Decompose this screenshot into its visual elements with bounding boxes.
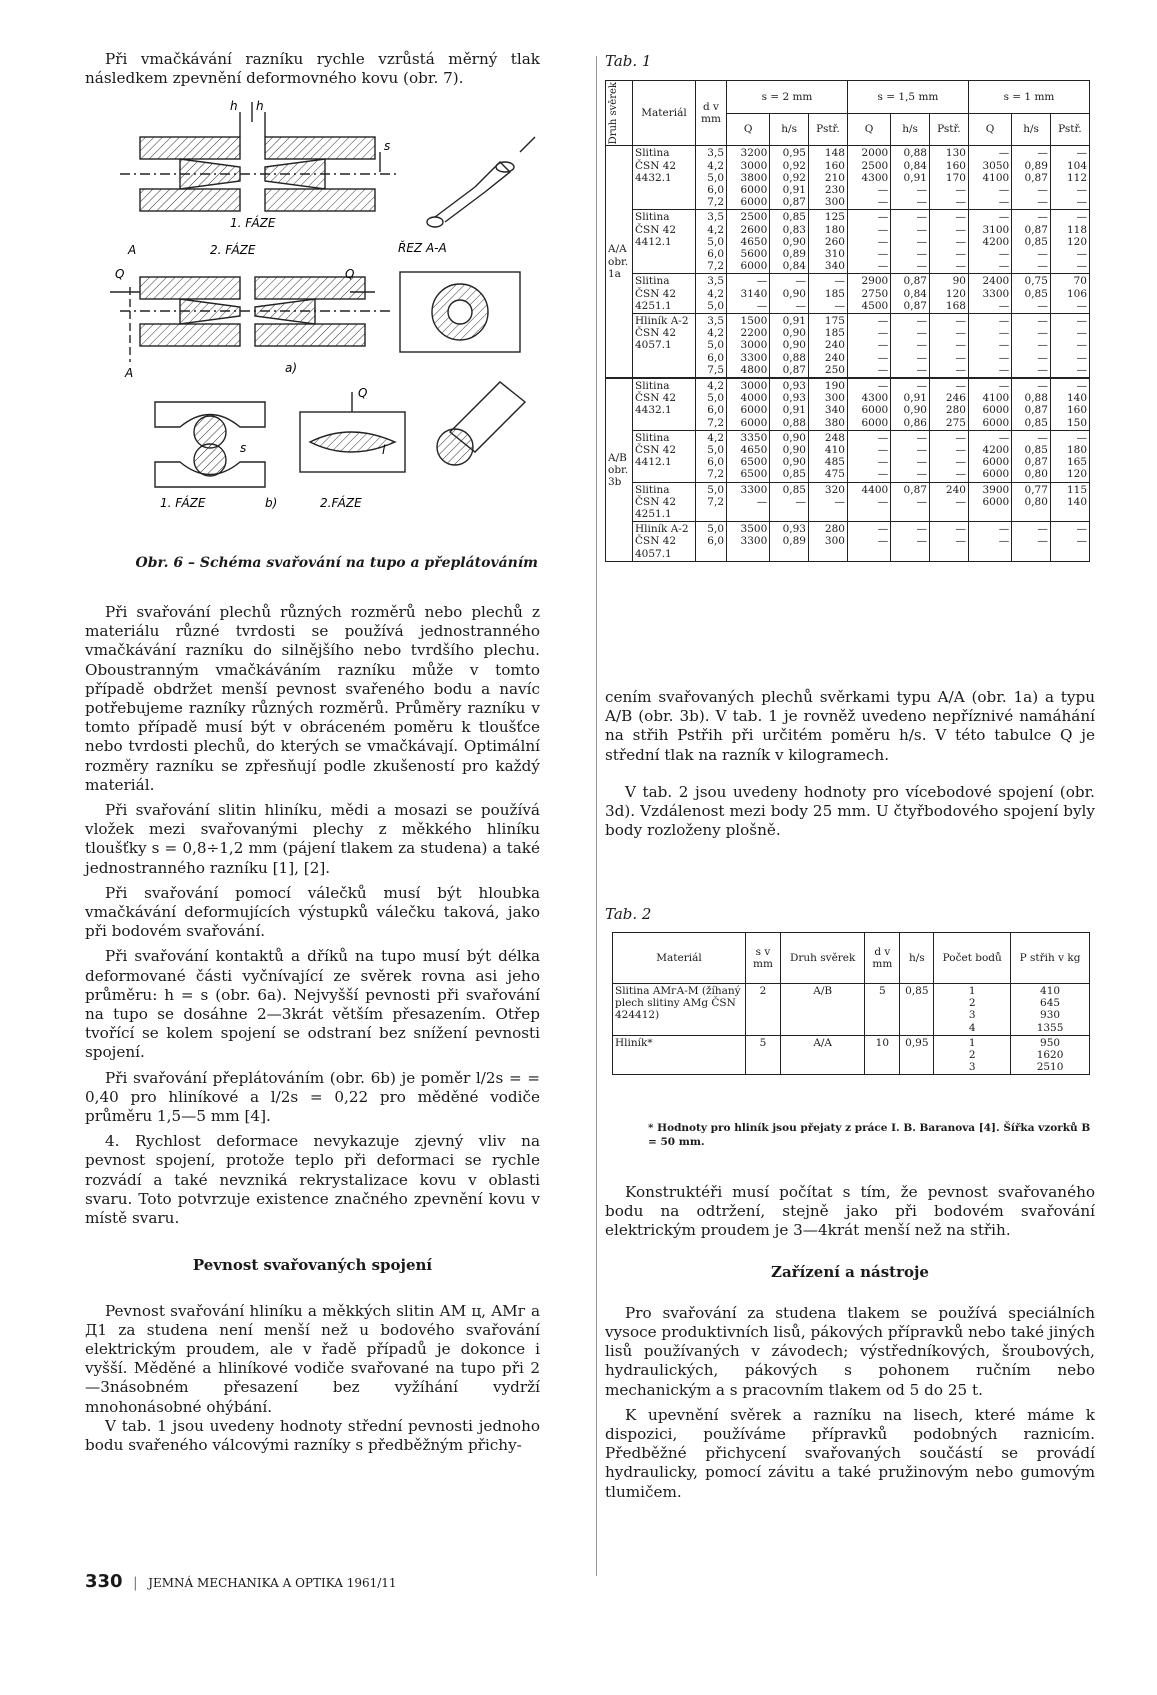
tab2-cell-mat: Slitina AMгA-M (žíhaný plech slitiny AMg ČSN 424412) <box>613 984 746 1036</box>
tab1-value-cell: — 0,90 — <box>770 274 809 314</box>
tab2-cell-d: 10 <box>865 1035 900 1075</box>
tab1-value-cell: — — <box>891 522 930 562</box>
tab1-value-cell: 0,85 0,83 0,90 0,89 0,84 <box>770 210 809 274</box>
fig-label-l: l <box>382 443 386 457</box>
left-column <box>85 50 540 88</box>
tab1-value-cell: 0,77 0,80 <box>1012 482 1051 522</box>
tab1-value-cell: — 3140 — <box>727 274 770 314</box>
tab1-value-cell: 0,87 0,84 0,87 <box>891 274 930 314</box>
tab2-head-hs: h/s <box>900 933 934 984</box>
tab1-value-cell: 70 106 — <box>1050 274 1089 314</box>
tab1-value-cell: 2500 2600 4650 5600 6000 <box>727 210 770 274</box>
tab1-value-cell: — — — — — <box>847 313 890 378</box>
tab2-cell-d: 5 <box>865 984 900 1036</box>
tab1-d-cell: 3,5 4,2 5,0 <box>696 274 727 314</box>
tab1-head-druh: Druh svěrek <box>606 81 633 146</box>
fig-label-A1: A <box>128 243 137 257</box>
tab1-value-cell: 3900 6000 <box>968 482 1011 522</box>
fig-label-phase2: 2. FÁZE <box>210 243 256 257</box>
tab1-value-cell: 3000 4000 6000 6000 <box>727 378 770 430</box>
paragraph-8: V tab. 1 jsou uvedeny hodnoty střední pevnosti jednoho bodu svařeného válcovými razníky s předběžným přichy- <box>85 1416 540 1454</box>
tab1-value-cell: — 104 112 — — <box>1050 146 1089 210</box>
tab1-value-cell: 0,90 0,90 0,90 0,85 <box>770 430 809 482</box>
tab1-value-cell: 0,95 0,92 0,92 0,91 0,87 <box>770 146 809 210</box>
tab1-row <box>606 146 1090 210</box>
tab1-value-cell: — 0,89 0,87 — — <box>1012 146 1051 210</box>
tab1-value-cell: — — — — <box>847 430 890 482</box>
tab1-value-cell: — — — — — <box>929 313 968 378</box>
tab1-head-s2: s = 2 mm <box>727 81 848 114</box>
tab2-head-p: P střih v kg <box>1011 933 1090 984</box>
tab1-value-cell: 3500 3300 <box>727 522 770 562</box>
tab1-value-cell: — 0,85 0,87 0,80 <box>1012 430 1051 482</box>
tab1-material-cell: Slitina ČSN 42 4251.1 <box>633 274 696 314</box>
tab1-value-cell: — — — — <box>929 430 968 482</box>
right-paragraph-1: cením svařovaných plechů svěrkami typu A/A (obr. 1a) a typu A/B (obr. 3b). V tab. 1 je rovněž uvedeno nepříznivé namáhání na střih Pstřih při určitém poměru h/s. V této tabulce Q je střední tlak na razník v kilogramech. <box>605 688 1095 764</box>
tab1-head-pstr: Pstř. <box>1050 113 1089 146</box>
tab1-value-cell: — — — — — <box>891 313 930 378</box>
tab1-d-cell: 4,2 5,0 6,0 7,2 <box>696 430 727 482</box>
tab1-value-cell: — — <box>968 522 1011 562</box>
tab1-value-cell: — 246 280 275 <box>929 378 968 430</box>
tab1-head-q: Q <box>968 113 1011 146</box>
tab1-d-cell: 5,0 6,0 <box>696 522 727 562</box>
tab2-cell-druh: A/A <box>781 1035 865 1075</box>
tab1-value-cell: 320 — <box>808 482 847 522</box>
tab1-value-cell: — 185 — <box>808 274 847 314</box>
tab1-value-cell: 148 160 210 230 300 <box>808 146 847 210</box>
right-paragraph-4: Pro svařování za studena tlakem se používá speciálních vysoce produktivních lisů, pákových přípravků nebo také jiných lisů používaných v závodech; výstředníkových, šroubových, hydraulických, pákových s pohonem ručním nebo mechanickým a s pracovním tlakem od 5 do 25 t. <box>605 1303 1096 1399</box>
fig-label-phase1: 1. FÁZE <box>230 216 276 230</box>
right-paragraph-5: K upevnění svěrek a razníku na lisech, které máme k dispozici, používáme přípravků podobných raznicím. Předběžné přichycení svařovaných součástí se provádí hydraulicky, pomocí závitu a také pružinovým nebo gumovým tlumičem. <box>605 1405 1095 1501</box>
tab1-title: Tab. 1 <box>605 52 652 70</box>
tab1-row <box>606 313 1090 378</box>
tab1-head-s1: s = 1 mm <box>968 81 1089 114</box>
tab1-material-cell: Slitina ČSN 42 4412.1 <box>633 210 696 274</box>
tab2-row <box>613 1035 1090 1075</box>
tab2-head-pocet: Počet bodů <box>934 933 1011 984</box>
tab1-head-q: Q <box>727 113 770 146</box>
fig-label-rez: ŘEZ A-A <box>398 241 447 255</box>
journal-name: JEMNÁ MECHANIKA A OPTIKA 1961/11 <box>148 1576 397 1590</box>
paragraph-4: Při svařování kontaktů a dříků na tupo musí být délka deformované části vyčnívající ze svěrek rovna asi jeho průměru: h = s (obr. 6a). Nejvyšší pevnosti při svařování na tupo se dosáhne 2—3krát větším přesazením. Otřep tvořící se kolem spojení se odstraní bez snížení pevnosti spojení. <box>85 947 540 1062</box>
tab1-head-hs: h/s <box>770 113 809 146</box>
tab1 <box>605 80 1090 562</box>
tab2-row <box>613 984 1090 1036</box>
tab1-value-cell: 0,88 0,84 0,91 — — <box>891 146 930 210</box>
tab1-d-cell: 3,5 4,2 5,0 6,0 7,5 <box>696 313 727 378</box>
paragraph-1: Při svařování plechů různých rozměrů nebo plechů z materiálu různé tvrdosti se používá jednostranného vmačkávání razníku do silnějšího nebo tvrdšího plechu. Oboustranným vmačkáváním razníku může v tomto případě obdržet menší pevnost svařeného bodu a navíc potřebujeme razníky různých rozměrů. Průměry razníku v tomto případě musí být v obráceném poměru k tloušťce nebo tvrdosti plechů, do kterých se vmačkávají. Optimální rozměry razníku se zpřesňují podle zkušeností pro každý materiál. <box>85 603 540 794</box>
tab2-cell-pocet: 1 2 3 4 <box>934 984 1011 1036</box>
tab1-value-cell: 3200 3000 3800 6000 6000 <box>727 146 770 210</box>
fig-label-s1: s <box>384 139 391 153</box>
tab1-value-cell: — 3050 4100 — — <box>968 146 1011 210</box>
tab1-value-cell: — — <box>929 522 968 562</box>
tab1-head-q: Q <box>847 113 890 146</box>
tab1-value-cell: 4400 — <box>847 482 890 522</box>
tab2-cell-pocet: 1 2 3 <box>934 1035 1011 1075</box>
tab2-cell-p: 950 1620 2510 <box>1011 1035 1090 1075</box>
tab1-material-cell: Slitina ČSN 42 4432.1 <box>633 146 696 210</box>
tab1-value-cell: 0,75 0,85 — <box>1012 274 1051 314</box>
fig-label-phase2b: 2.FÁZE <box>320 496 362 510</box>
tab1-value-cell: 90 120 168 <box>929 274 968 314</box>
fig-label-a: a) <box>285 361 298 375</box>
tab1-head-hs: h/s <box>1012 113 1051 146</box>
column-divider <box>596 56 597 1576</box>
fig-label-h1: h <box>230 99 238 113</box>
tab1-d-cell: 3,5 4,2 5,0 6,0 7,2 <box>696 210 727 274</box>
tab2-head-material: Materiál <box>613 933 746 984</box>
tab1-value-cell: 175 185 240 240 250 <box>808 313 847 378</box>
tab1-value-cell: — — <box>1012 522 1051 562</box>
tab1-row <box>606 210 1090 274</box>
tab1-head-d: d v mm <box>696 81 727 146</box>
paragraph-5: Při svařování přeplátováním (obr. 6b) je poměr l/2s = = 0,40 pro hliníkové a l/2s = 0,22 pro měděné vodiče průměru 1,5—5 mm [4]. <box>85 1068 540 1126</box>
tab1-material-cell: Hliník A-2 ČSN 42 4057.1 <box>633 522 696 562</box>
tab1-row <box>606 378 1090 430</box>
tab1-value-cell: — — — — — <box>847 210 890 274</box>
right-column-lower <box>605 1183 1095 1502</box>
tab2-cell-mat: Hliník* <box>613 1035 746 1075</box>
page-number: 330 <box>85 1571 123 1592</box>
fig-label-h2: h <box>256 99 264 113</box>
tab2-cell-hs: 0,85 <box>900 984 934 1036</box>
section-heading-strength: Pevnost svařovaných spojení <box>192 1256 433 1275</box>
tab2-cell-druh: A/B <box>781 984 865 1036</box>
right-paragraph-2: V tab. 2 jsou uvedeny hodnoty pro vícebodové spojení (obr. 3d). Vzdálenost mezi body 25 mm. U čtyřbodového spojení byly body rozloženy plošně. <box>605 782 1095 840</box>
tab1-value-cell: — — — — — <box>929 210 968 274</box>
tab2-head-s: s v mm <box>746 933 781 984</box>
tab1-value-cell: — — <box>1050 522 1089 562</box>
tab1-value-cell: 3350 4650 6500 6500 <box>727 430 770 482</box>
tab1-value-cell: — 0,87 0,85 — — <box>1012 210 1051 274</box>
tab2-title: Tab. 2 <box>605 905 652 923</box>
fig-label-Q3: Q <box>358 386 368 400</box>
figure-6-schematic <box>80 92 540 522</box>
tab1-d-cell: 4,2 5,0 6,0 7,2 <box>696 378 727 430</box>
left-column-body <box>85 603 540 1455</box>
tab1-head-pstr: Pstř. <box>929 113 968 146</box>
tab1-value-cell: 190 300 340 380 <box>808 378 847 430</box>
right-column <box>605 688 1095 840</box>
tab1-value-cell: 1500 2200 3000 3300 4800 <box>727 313 770 378</box>
tab1-value-cell: — 140 160 150 <box>1050 378 1089 430</box>
tab1-d-cell: 3,5 4,2 5,0 6,0 7,2 <box>696 146 727 210</box>
tab1-material-cell: Hliník A-2 ČSN 42 4057.1 <box>633 313 696 378</box>
page-footer <box>85 1571 397 1592</box>
tab1-row <box>606 274 1090 314</box>
tab1-value-cell: 115 140 <box>1050 482 1089 522</box>
tab2-head-druh: Druh svěrek <box>781 933 865 984</box>
paragraph-2: Při svařování slitin hliníku, mědi a mosazi se používá vložek mezi svařovanými plechy z měkkého hliníku tloušťky s = 0,8÷1,2 mm (pájení tlakem za studena) a také jednostranného razníku [1], [2]. <box>85 801 540 877</box>
fig-label-b: b) <box>265 496 278 510</box>
tab2-head-d: d v mm <box>865 933 900 984</box>
phase1-drawing <box>120 102 400 211</box>
tab1-value-cell: 0,93 0,93 0,91 0,88 <box>770 378 809 430</box>
tab1-value-cell: — — — — — <box>1050 313 1089 378</box>
tab1-value-cell: 280 300 <box>808 522 847 562</box>
section-heading-equipment: Zařízení a nástroje <box>771 1262 929 1281</box>
tab1-value-cell: 0,87 — <box>891 482 930 522</box>
tab1-head-hs: h/s <box>891 113 930 146</box>
tab1-value-cell: 2000 2500 4300 — — <box>847 146 890 210</box>
tab1-value-cell: — — — — — <box>891 210 930 274</box>
tab1-head-material: Materiál <box>633 81 696 146</box>
paragraph-6: 4. Rychlost deformace nevykazuje zjevný vliv na pevnost spojení, protože teplo při deformaci se rychle rozvádí a také nevzniká rekrystalizace kovu v oblasti svaru. Toto potvrzuje existence značného zpevnění kovu v místě svaru. <box>85 1132 540 1228</box>
tab2-cell-hs: 0,95 <box>900 1035 934 1075</box>
tab1-value-cell: 3300 — <box>727 482 770 522</box>
tab2-footnote: * Hodnoty pro hliník jsou přejaty z práce I. B. Baranova [4]. Šířka vzorků B = 50 mm. <box>648 1122 1091 1148</box>
right-paragraph-3: Konstruktéři musí počítat s tím, že pevnost svařovaného bodu na odtržení, stejně jako při bodovém svařování elektrickým proudem je 3—4krát menší než na střih. <box>605 1183 1095 1240</box>
tab1-value-cell: 130 160 170 — — <box>929 146 968 210</box>
tab1-value-cell: — 118 120 — — <box>1050 210 1089 274</box>
tab1-head-pstr: Pstř. <box>808 113 847 146</box>
tab1-value-cell: — 4300 6000 6000 <box>847 378 890 430</box>
tab1-value-cell: 240 — <box>929 482 968 522</box>
tab1-d-cell: 5,0 7,2 <box>696 482 727 522</box>
intro-paragraph: Při vmačkávání razníku rychle vzrůstá měrný tlak následkem zpevnění deformovného kovu (obr. 7). <box>85 50 540 88</box>
tab1-material-cell: Slitina ČSN 42 4412.1 <box>633 430 696 482</box>
fig-label-phase1b: 1. FÁZE <box>160 496 206 510</box>
paragraph-7: Pevnost svařování hliníku a měkkých slitin AM ц, AMг a Д1 za studena není menší než u bodového svařování elektrickým proudem, ale v řadě případů je dokonce i vyšší. Měděné a hliníkové vodiče svařované na tupo při 2—3násobném přesazení bez vyžíhání vydrží mnohonásobné ohýbání. <box>85 1301 540 1416</box>
tab2-cell-p: 410 645 930 1355 <box>1011 984 1090 1036</box>
tab1-head-s15: s = 1,5 mm <box>847 81 968 114</box>
footer-divider: | <box>133 1575 138 1591</box>
fig-label-A2: A <box>125 366 134 380</box>
pin-sketch <box>427 137 535 227</box>
phase2-drawing <box>110 277 390 362</box>
fig-label-Q2: Q <box>345 267 355 281</box>
tab1-druh-cell: A/A obr. 1a <box>606 146 633 378</box>
tab1-row <box>606 430 1090 482</box>
tab2 <box>612 932 1090 1075</box>
paragraph-3: Při svařování pomocí válečků musí být hloubka vmačkávání deformujících výstupků válečku taková, jako při bodovém svařování. <box>85 883 540 941</box>
section-aa <box>400 272 520 352</box>
tab1-value-cell: — 0,88 0,87 0,85 <box>1012 378 1051 430</box>
tab1-value-cell: — — — — — <box>968 313 1011 378</box>
tab1-value-cell: — — <box>847 522 890 562</box>
tab1-value-cell: — 3100 4200 — — <box>968 210 1011 274</box>
tab1-value-cell: 2900 2750 4500 <box>847 274 890 314</box>
tab1-value-cell: — 4200 6000 6000 <box>968 430 1011 482</box>
figure-6-caption: Obr. 6 – Schéma svařování na tupo a přeplátováním <box>135 555 538 571</box>
tab1-value-cell: — — — — <box>891 430 930 482</box>
tab1-value-cell: 248 410 485 475 <box>808 430 847 482</box>
tab1-value-cell: — 0,91 0,90 0,86 <box>891 378 930 430</box>
tab1-druh-cell: A/B obr. 3b <box>606 378 633 561</box>
tab1-value-cell: — 180 165 120 <box>1050 430 1089 482</box>
fig-label-s2: s <box>240 441 247 455</box>
tab1-row <box>606 482 1090 522</box>
tab1-value-cell: 125 180 260 310 340 <box>808 210 847 274</box>
tab1-value-cell: 2400 3300 — <box>968 274 1011 314</box>
tab1-material-cell: Slitina ČSN 42 4251.1 <box>633 482 696 522</box>
phase-b-drawing <box>155 382 525 487</box>
tab1-material-cell: Slitina ČSN 42 4432.1 <box>633 378 696 430</box>
tab2-cell-s: 5 <box>746 1035 781 1075</box>
tab1-value-cell: 0,85 — <box>770 482 809 522</box>
tab1-value-cell: — 4100 6000 6000 <box>968 378 1011 430</box>
fig-label-Q1: Q <box>115 267 125 281</box>
tab1-value-cell: 0,93 0,89 <box>770 522 809 562</box>
tab1-value-cell: 0,91 0,90 0,90 0,88 0,87 <box>770 313 809 378</box>
tab2-cell-s: 2 <box>746 984 781 1036</box>
tab1-row <box>606 522 1090 562</box>
tab1-value-cell: — — — — — <box>1012 313 1051 378</box>
